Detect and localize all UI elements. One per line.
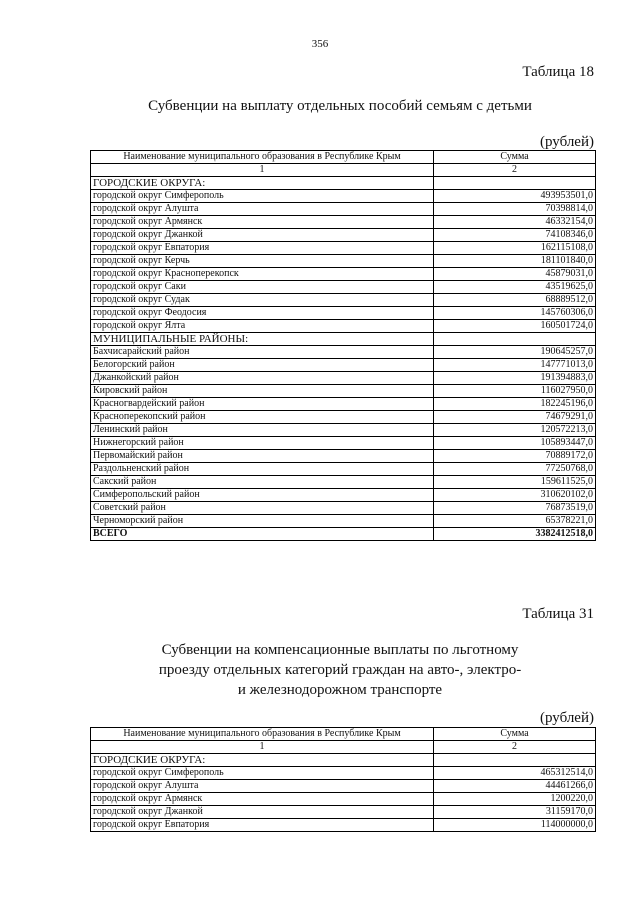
amount-cell: 74679291,0 — [434, 411, 596, 424]
table-row — [91, 190, 596, 203]
table-18-title: Субвенции на выплату отдельных пособий семьям с детьми — [148, 98, 532, 114]
section-row — [91, 754, 596, 767]
header-sum-cell: Сумма — [434, 728, 596, 741]
table-row — [91, 281, 596, 294]
municipality-name-cell: ГОРОДСКИЕ ОКРУГА: — [91, 754, 434, 767]
municipality-name-cell: городской округ Алушта — [91, 203, 434, 216]
municipality-name-cell: Раздольненский район — [91, 463, 434, 476]
municipality-name-cell: ГОРОДСКИЕ ОКРУГА: — [91, 177, 434, 190]
municipality-name-cell: городской округ Керчь — [91, 255, 434, 268]
table-row — [91, 793, 596, 806]
municipality-name-cell: Сакский район — [91, 476, 434, 489]
table-18-label: Таблица 18 — [522, 64, 594, 80]
table-31 — [90, 727, 596, 832]
amount-cell: 191394883,0 — [434, 372, 596, 385]
table-row — [91, 398, 596, 411]
table-index-row — [91, 164, 596, 177]
table-row — [91, 359, 596, 372]
table-header-row — [91, 151, 596, 164]
table-18-units: (рублей) — [539, 134, 594, 150]
amount-cell: 77250768,0 — [434, 463, 596, 476]
municipality-name-cell: Красногвардейский район — [91, 398, 434, 411]
table-31-title-line: и железнодорожном транспорте — [237, 682, 443, 698]
municipality-name-cell: Белогорский район — [91, 359, 434, 372]
index-cell-2: 2 — [434, 741, 596, 754]
amount-cell — [434, 754, 596, 767]
amount-cell: 114000000,0 — [434, 819, 596, 832]
amount-cell: 145760306,0 — [434, 307, 596, 320]
amount-cell: 105893447,0 — [434, 437, 596, 450]
table-row — [91, 268, 596, 281]
municipality-name-cell: Кировский район — [91, 385, 434, 398]
header-sum-cell: Сумма — [434, 151, 596, 164]
amount-cell: 44461266,0 — [434, 780, 596, 793]
table-row — [91, 307, 596, 320]
total-row — [91, 528, 596, 541]
amount-cell: 159611525,0 — [434, 476, 596, 489]
amount-cell: 76873519,0 — [434, 502, 596, 515]
table-row — [91, 320, 596, 333]
table-row — [91, 515, 596, 528]
municipality-name-cell: Советский район — [91, 502, 434, 515]
table-31-title-line: Субвенции на компенсационные выплаты по льготному — [161, 642, 519, 658]
municipality-name-cell: Джанкойский район — [91, 372, 434, 385]
table-row — [91, 203, 596, 216]
municipality-name-cell: городской округ Евпатория — [91, 242, 434, 255]
table-row — [91, 424, 596, 437]
amount-cell: 74108346,0 — [434, 229, 596, 242]
municipality-name-cell: городской округ Армянск — [91, 793, 434, 806]
municipality-name-cell: городской округ Симферополь — [91, 190, 434, 203]
table-row — [91, 489, 596, 502]
table-row — [91, 780, 596, 793]
municipality-name-cell: городской округ Армянск — [91, 216, 434, 229]
table-row — [91, 476, 596, 489]
table-row — [91, 372, 596, 385]
municipality-name-cell: Симферопольский район — [91, 489, 434, 502]
municipality-name-cell: Нижнегорский район — [91, 437, 434, 450]
table-row — [91, 255, 596, 268]
municipality-name-cell: городской округ Феодосия — [91, 307, 434, 320]
amount-cell: 120572213,0 — [434, 424, 596, 437]
table-row — [91, 502, 596, 515]
table-row — [91, 437, 596, 450]
amount-cell: 1200220,0 — [434, 793, 596, 806]
amount-cell: 182245196,0 — [434, 398, 596, 411]
header-name-cell: Наименование муниципального образования в Республике Крым — [91, 728, 434, 741]
amount-cell: 70398814,0 — [434, 203, 596, 216]
amount-cell: 46332154,0 — [434, 216, 596, 229]
table-row — [91, 216, 596, 229]
table-header-row — [91, 728, 596, 741]
amount-cell: 65378221,0 — [434, 515, 596, 528]
amount-cell: 147771013,0 — [434, 359, 596, 372]
table-row — [91, 294, 596, 307]
municipality-name-cell: городской округ Ялта — [91, 320, 434, 333]
table-row — [91, 411, 596, 424]
municipality-name-cell: Первомайский район — [91, 450, 434, 463]
amount-cell: 465312514,0 — [434, 767, 596, 780]
section-row — [91, 177, 596, 190]
municipality-name-cell: городской округ Судак — [91, 294, 434, 307]
table-row — [91, 385, 596, 398]
amount-cell: 116027950,0 — [434, 385, 596, 398]
table-row — [91, 229, 596, 242]
amount-cell: 160501724,0 — [434, 320, 596, 333]
municipality-name-cell: городской округ Саки — [91, 281, 434, 294]
amount-cell: 31159170,0 — [434, 806, 596, 819]
table-row — [91, 767, 596, 780]
municipality-name-cell: Черноморский район — [91, 515, 434, 528]
header-name-cell: Наименование муниципального образования в Республике Крым — [91, 151, 434, 164]
amount-cell: 70889172,0 — [434, 450, 596, 463]
section-row — [91, 333, 596, 346]
amount-cell: 493953501,0 — [434, 190, 596, 203]
amount-cell — [434, 333, 596, 346]
amount-cell: 181101840,0 — [434, 255, 596, 268]
amount-cell: 162115108,0 — [434, 242, 596, 255]
municipality-name-cell: Ленинский район — [91, 424, 434, 437]
index-cell-1: 1 — [91, 164, 434, 177]
municipality-name-cell: ВСЕГО — [91, 528, 434, 541]
amount-cell: 45879031,0 — [434, 268, 596, 281]
table-row — [91, 450, 596, 463]
municipality-name-cell: городской округ Алушта — [91, 780, 434, 793]
index-cell-1: 1 — [91, 741, 434, 754]
municipality-name-cell: городской округ Симферополь — [91, 767, 434, 780]
page-number: 356 — [311, 38, 329, 50]
municipality-name-cell: Бахчисарайский район — [91, 346, 434, 359]
table-31-title-line: проезду отдельных категорий граждан на авто-, электро- — [158, 662, 522, 678]
amount-cell: 310620102,0 — [434, 489, 596, 502]
municipality-name-cell: МУНИЦИПАЛЬНЫЕ РАЙОНЫ: — [91, 333, 434, 346]
amount-cell: 43519625,0 — [434, 281, 596, 294]
amount-cell: 3382412518,0 — [434, 528, 596, 541]
amount-cell — [434, 177, 596, 190]
municipality-name-cell: городской округ Джанкой — [91, 229, 434, 242]
table-row — [91, 346, 596, 359]
table-row — [91, 806, 596, 819]
table-18 — [90, 150, 596, 541]
table-index-row — [91, 741, 596, 754]
table-row — [91, 463, 596, 476]
amount-cell: 68889512,0 — [434, 294, 596, 307]
table-row — [91, 819, 596, 832]
municipality-name-cell: Красноперекопский район — [91, 411, 434, 424]
amount-cell: 190645257,0 — [434, 346, 596, 359]
index-cell-2: 2 — [434, 164, 596, 177]
municipality-name-cell: городской округ Красноперекопск — [91, 268, 434, 281]
table-row — [91, 242, 596, 255]
municipality-name-cell: городской округ Джанкой — [91, 806, 434, 819]
table-31-title — [90, 640, 590, 700]
table-31-units: (рублей) — [539, 710, 594, 726]
municipality-name-cell: городской округ Евпатория — [91, 819, 434, 832]
table-31-label: Таблица 31 — [522, 606, 594, 622]
